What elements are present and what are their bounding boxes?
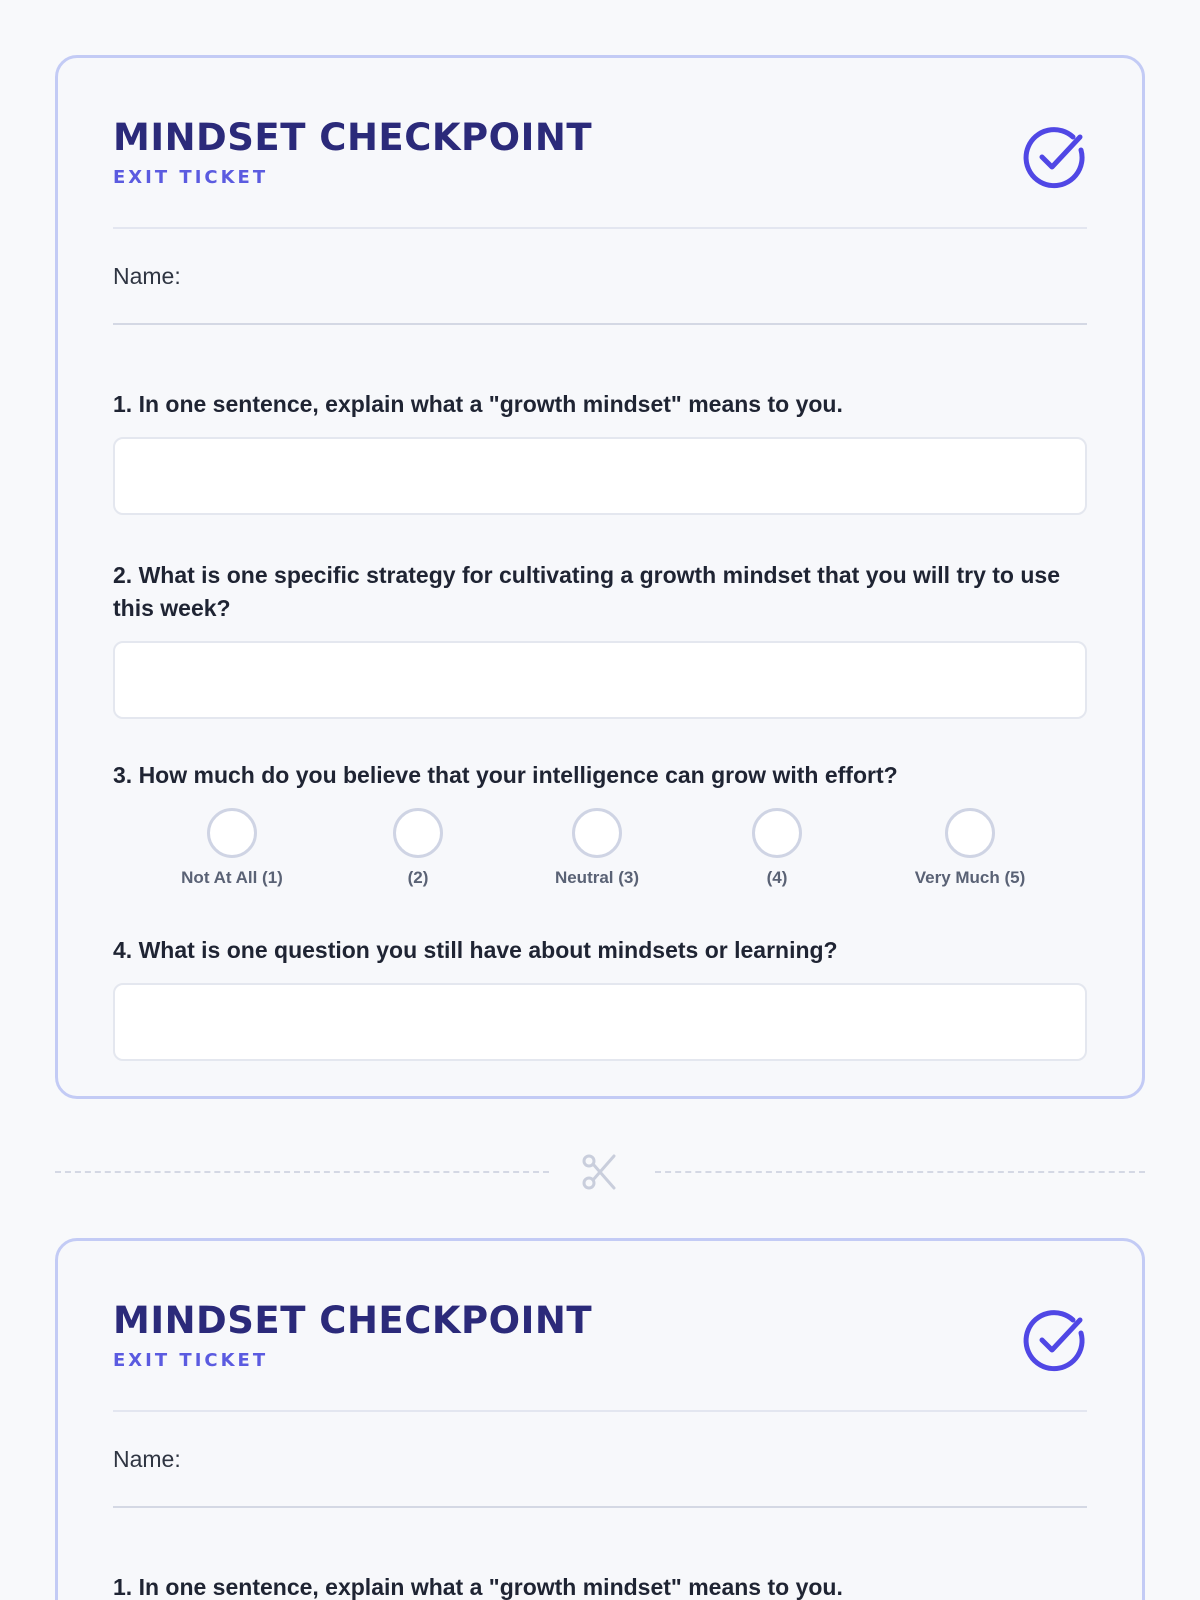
question-1: 1. In one sentence, explain what a "growth mindset" means to you.	[113, 391, 843, 417]
answer-box-1[interactable]	[113, 437, 1087, 515]
card-header-copy	[113, 1299, 1087, 1412]
name-field[interactable]	[113, 229, 1087, 325]
card-header	[113, 116, 1087, 229]
name-label: Name:	[113, 262, 181, 289]
scale-radio-3[interactable]	[572, 808, 622, 858]
scale-label-4: (4)	[766, 868, 788, 887]
question-1-copy: 1. In one sentence, explain what a "growth mindset" means to you.	[113, 1574, 843, 1600]
dashed-line-right	[655, 1171, 1145, 1173]
check-circle-icon	[1021, 1307, 1087, 1373]
cut-line-divider	[55, 1152, 1145, 1192]
scale-option-3[interactable]	[517, 808, 677, 888]
scale-option-1[interactable]	[152, 808, 312, 888]
name-field-copy[interactable]	[113, 1412, 1087, 1508]
card-title: MINDSET CHECKPOINT	[113, 116, 593, 159]
scale-option-5[interactable]	[890, 808, 1050, 888]
scale-radio-2[interactable]	[393, 808, 443, 858]
scale-label-2: (2)	[407, 868, 429, 887]
card-title-copy: MINDSET CHECKPOINT	[113, 1299, 593, 1342]
scale-option-2[interactable]	[338, 808, 498, 888]
exit-ticket-card-copy	[55, 1238, 1145, 1600]
card-subtitle: EXIT TICKET	[113, 167, 269, 188]
answer-box-4[interactable]	[113, 983, 1087, 1061]
scale-radio-4[interactable]	[752, 808, 802, 858]
check-circle-icon	[1021, 124, 1087, 190]
dashed-line-left	[55, 1171, 549, 1173]
scale-radio-5[interactable]	[945, 808, 995, 858]
scale-option-4[interactable]	[697, 808, 857, 888]
question-3: 3. How much do you believe that your intelligence can grow with effort?	[113, 762, 898, 788]
scale-label-1: Not At All (1)	[181, 868, 283, 887]
answer-box-2[interactable]	[113, 641, 1087, 719]
rating-scale	[113, 792, 1087, 896]
question-2: 2. What is one specific strategy for cultivating a growth mindset that you will try to use this week?	[113, 562, 1060, 621]
scale-label-5: Very Much (5)	[914, 868, 1026, 887]
question-4: 4. What is one question you still have about mindsets or learning?	[113, 937, 838, 963]
card-subtitle-copy: EXIT TICKET	[113, 1350, 269, 1371]
scale-label-3: Neutral (3)	[554, 868, 640, 887]
name-label-copy: Name:	[113, 1445, 181, 1472]
scale-radio-1[interactable]	[207, 808, 257, 858]
scissors-icon	[579, 1152, 619, 1192]
exit-ticket-card	[55, 55, 1145, 1099]
